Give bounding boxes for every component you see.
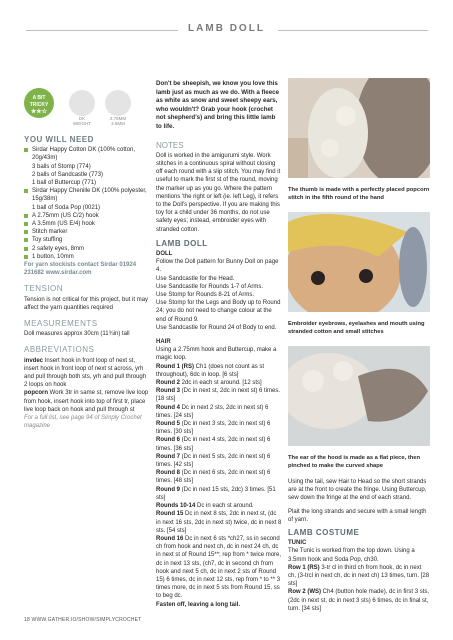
abbrev-term: popcorn [24, 390, 48, 397]
badge-line2: TRICKY [29, 102, 49, 108]
need-item: 1 button, 10mm [24, 253, 150, 261]
need-item: 3 balls of Stomp (774) [32, 163, 91, 170]
hair-round [156, 486, 282, 502]
weight-label: WEIGHT [73, 121, 91, 126]
doll-line: Follow the Doll pattern for Bunny Doll on page 4. [156, 259, 279, 274]
photo-caption: The ear of the hood is made as a flat piece, then pinched to make the curved shape [288, 455, 421, 469]
page-header [0, 6, 453, 46]
abbrev-entry [24, 357, 150, 390]
hair-round [156, 510, 282, 535]
abbreviations-heading: ABBREVIATIONS [24, 345, 95, 355]
need-heading: YOU WILL NEED [24, 135, 94, 144]
abbrev-entry [24, 389, 150, 414]
hook-icon [105, 90, 131, 116]
round-label: Round 3 [156, 388, 180, 395]
hair-intro: Using a 2.75mm hook and Buttercup, make a magic loop. [156, 347, 277, 362]
right-paragraph: Plait the long strands and secure with a small length of yarn. [288, 508, 427, 523]
hair-round [156, 469, 282, 485]
round-label: Round 7 [156, 453, 180, 460]
round-text: (Dc in next 5 sts, 2dc in next st) 6 times. [42 sts] [156, 453, 271, 469]
round-label: Round 2 [156, 380, 180, 387]
round-text: Ch1 (does not count as st throughout), 6dc in loop. [6 sts] [156, 363, 265, 378]
need-item: Sirdar Happy Chenille DK (100% polyester, 15g/38m) [24, 187, 150, 203]
abbrev-text: Work 3tr in same st, remove live loop from hook, insert hook into top of first tr, place live loop back on hook and pull through st [24, 390, 149, 413]
need-item: Stitch marker [24, 228, 150, 236]
row-text: 3-tr cl in third ch from hook, dc in next ch, (3-trcl in next ch, dc in next ch) 13 times, turn. [28 sts] [288, 564, 430, 588]
round-text: (Dc in next 6 sts, 2dc in next st) 6 times. [48 sts] [156, 470, 271, 485]
hair-round [156, 502, 282, 510]
intro-text: Don't be sheepish, we know you love this lamb just as much as we do. With a fleece as white as snow and sweet sheepy ears, who wouldn't? Grab your hook (crochet not shepherd's) and bring this little lamb to life. [156, 80, 280, 130]
notes-heading: NOTES [156, 140, 184, 150]
round-text: (Dc in next 4 sts, 2dc in next st) 6 times. [36 sts] [156, 437, 271, 452]
hair-round [156, 379, 282, 387]
yarn-ball-icon [69, 90, 95, 116]
need-item: A 3.5mm (US E/4) hook [24, 220, 150, 228]
doll-heading: LAMB DOLL [156, 238, 208, 248]
round-text: (Dc in next 15 sts, 2dc) 3 times. [51 sts] [156, 486, 276, 501]
costume-row [288, 588, 430, 613]
abbrev-term: invdec [24, 357, 44, 364]
stockists-link[interactable]: For yarn stockists contact Sirdar 01924 231682 www.sirdar.com [24, 262, 137, 277]
doll-sub: DOLL [156, 251, 173, 257]
doll-line: Use Sandcastle for Round 24 of Body to end. [156, 324, 277, 331]
right-column [288, 78, 430, 481]
round-text: Dc in next 8 sts, 2dc in next st, (dc in next 16 sts, 2dc in next st) twice, dc in next 8 sts. [54 sts] [156, 511, 282, 534]
badge-stars: ★★☆ [30, 109, 48, 115]
difficulty-badge [24, 88, 54, 118]
need-item: 2 balls of Sandcastle (773) [32, 171, 104, 178]
hair-round [156, 535, 282, 601]
round-text: (Dc in next 3 sts, 2dc in next st) 6 times. [30 sts] [156, 421, 271, 436]
right-text [288, 478, 430, 613]
left-column [24, 136, 150, 431]
need-item: 1 ball of Soda Pop (0021) [32, 204, 101, 211]
weight-meta [62, 90, 102, 126]
photo-caption: Embroider eyebrows, eyelashes and mouth using stranded cotton and small stitches [288, 321, 425, 335]
notes-text: Doll is worked in the amigurumi style. Work stitches in a continuous spiral without closing off each round with a slip stitch. You may find it useful to mark the first st of the round, moving the marker up as you go. Where the pattern mentions 'the right or left (ie. left Leg), it refers to the Doll's perspective. If you are making this toy for a child under 36 months, do not use safety eyes; instead, embroider eyes with stranded cotton. [156, 152, 281, 233]
round-text: Dc in next 2 sts, 2dc in next st) 6 times. [24 sts] [156, 404, 269, 419]
hair-round [156, 387, 282, 403]
doll-line: Use Sandcastle for Rounds 1-7 of Arms. [156, 283, 264, 290]
page-footer: 18 WWW.GATHER.IO/SHOW/SIMPLYCROCHET [24, 617, 142, 623]
hair-round [156, 420, 282, 436]
round-label: Round 9 [156, 486, 180, 493]
row-label: Row 1 (RS) [288, 564, 320, 571]
round-label: Round 4 [156, 404, 180, 411]
page-title: LAMB DOLL [188, 23, 265, 34]
abbrev-more: For a full list, see page 94 of Simply Crochet magazine [24, 415, 142, 430]
doll-line: Use Sandcastle for the Head. [156, 275, 235, 282]
row-text: Ch4 (button hole made), dc in first 3 sts, (2dc in next st, dc in next 3 sts) 6 times, dc in final st, turn. [34 sts] [288, 589, 430, 612]
hair-fasten: Fasten off, leaving a long tail. [156, 601, 241, 608]
measurements-heading: MEASUREMENTS [24, 319, 98, 329]
round-text: 2dc in each st around. [12 sts] [181, 380, 262, 387]
hair-heading: HAIR [156, 339, 171, 346]
doll-line: Use Stomp for the Legs and Body up to Round 24; you do not need to change colour at the end of Round 9. [156, 300, 281, 323]
need-item: Toy stuffing [24, 236, 150, 244]
tension-heading: TENSION [24, 284, 64, 294]
round-label: Round 8 [156, 470, 180, 477]
measurements-text: Doll measures approx 30cm (11¾in) tall [24, 331, 130, 338]
need-item: A 2.75mm (US C/2) hook [24, 212, 150, 220]
doll-line: Use Stomp for Rounds 8-21 of Arms. [156, 292, 255, 299]
round-label: Round 5 [156, 421, 180, 428]
tension-text: Tension is not critical for this project, but it may affect the yarn quantities required [24, 296, 149, 311]
thumb-photo [288, 78, 430, 178]
need-item: 1 ball of Buttercup (771) [32, 180, 97, 187]
costume-intro: The Tunic is worked from the top down. Using a 3.5mm hook and Soda Pop, ch30. [288, 548, 415, 563]
row-label: Row 2 (WS) [288, 589, 321, 596]
round-label: Round 1 (RS) [156, 363, 194, 370]
costume-heading: LAMB COSTUME [288, 528, 360, 538]
header-rule-right [278, 30, 428, 31]
hook-value: 2.75MM [109, 116, 127, 121]
need-item: Sirdar Happy Cotton DK (100% cotton, 20g/43m) [24, 146, 150, 162]
round-text: Dc in next 6 sts *ch27, ss in second ch from hook and next ch, dc in next 24 ch, dc in next st of Round 15**; rep from * twice more, dc in next 13 sts, (ch7, dc in second ch from hook and next 5 ch, dc in next 2 sts of Round 15) 6 times, dc in next 12 sts, rep from * to ** 3 times more, dc in next 5 sts from Round 15, ss to beg dc. [156, 535, 282, 600]
hook-meta [98, 90, 138, 126]
abbrev-text: Insert hook in front loop of next st, insert hook in front loop of next st across, yrh and pull through both sts, yrh and pull through 2 loops on hook [24, 357, 147, 389]
round-text: Dc in each st around. [197, 503, 254, 510]
badge-line1: A BIT [32, 95, 46, 101]
weight-value: DK [78, 116, 86, 121]
hair-round [156, 404, 282, 420]
costume-sub: TUNIC [288, 540, 307, 547]
round-label: Round 15 [156, 511, 184, 518]
round-label: Round 16 [156, 535, 184, 542]
costume-row [288, 564, 430, 589]
hair-round [156, 453, 282, 469]
right-paragraph: Using the tail, sew Hair to Head so the short strands are at the front to create the fringe. Using Buttercup, sew down the fringe at the end of each strand. [288, 479, 427, 502]
hair-round [156, 363, 282, 379]
face-photo [288, 212, 430, 312]
ear-photo [288, 346, 430, 446]
photo-caption: The thumb is made with a perfectly placed popcorn stitch in the fifth round of the hand [288, 187, 430, 201]
hair-round [156, 436, 282, 452]
hook-label: 3.5MM [111, 121, 125, 126]
round-text: (Dc in next st, 2dc in next st) 6 times. [18 sts] [156, 388, 281, 403]
hair-rounds [156, 363, 282, 601]
need-item: 2 safety eyes, 8mm [24, 245, 150, 253]
middle-column [156, 80, 282, 609]
round-label: Rounds 10-14 [156, 503, 196, 510]
round-label: Round 6 [156, 437, 180, 444]
